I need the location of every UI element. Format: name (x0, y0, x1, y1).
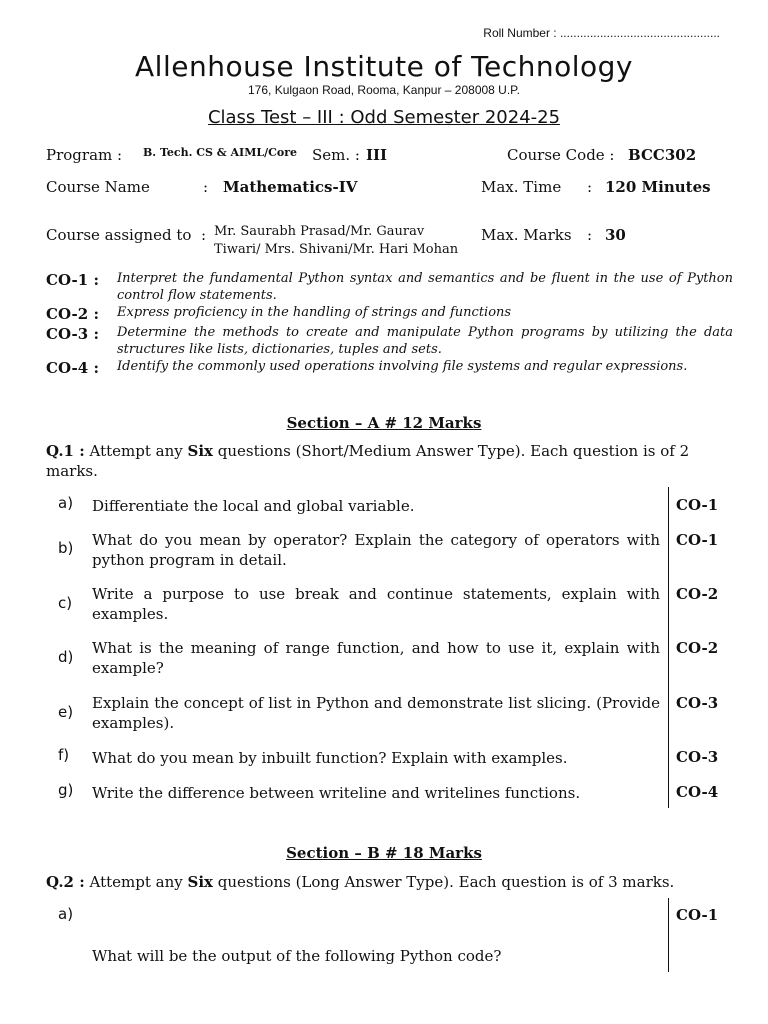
course-name-label: Course Name (46, 178, 150, 196)
test-title: Class Test – III : Odd Semester 2024-25 (207, 107, 561, 128)
q2a-letter: a) (58, 905, 74, 923)
q1b-letter: b) (58, 539, 74, 557)
q1e-text: Explain the concept of list in Python and demonstrate list slicing. (Provide examples). (92, 694, 660, 732)
q2-text-post: questions (Long Answer Type). Each question is of 3 marks. (212, 873, 675, 891)
co-3-code: CO-3 : (46, 325, 99, 343)
q1a-letter: a) (58, 494, 74, 512)
q1c-text: Write a purpose to use break and continue statements, explain with examples. (92, 585, 660, 623)
q1a-text: Differentiate the local and global variable. (92, 497, 415, 515)
assigned-line-2: Tiwari/ Mrs. Shivani/Mr. Hari Mohan (214, 242, 459, 257)
assigned-label: Course assigned to (46, 226, 192, 244)
roll-number-field: Roll Number : ................................................ (483, 26, 720, 40)
section-a-title: Section – A # 12 Marks (286, 414, 482, 432)
co-4-text: Identify the commonly used operations involving file systems and regular expressions. (117, 359, 688, 374)
co-2-text: Express proficiency in the handling of strings and functions (117, 305, 512, 320)
q1c-letter: c) (58, 594, 73, 612)
max-time-colon: : (587, 178, 593, 196)
sem-value: III (366, 146, 388, 164)
q1f-text: What do you mean by inbuilt function? Explain with examples. (92, 749, 568, 767)
q1-text-pre: Attempt any (84, 442, 188, 460)
q2a-co: CO-1 (676, 906, 719, 924)
co-3-text: Determine the methods to create and manipulate Python programs by utilizing the data structures like lists, dictionaries, tuples and sets. (117, 325, 733, 357)
assigned-colon: : (201, 226, 207, 244)
sem-label: Sem. : (312, 146, 360, 164)
q1b-co: CO-1 (676, 531, 719, 549)
assigned-line-1: Mr. Saurabh Prasad/Mr. Gaurav (214, 224, 425, 239)
max-time-label: Max. Time (481, 178, 562, 196)
q1g-letter: g) (58, 781, 74, 799)
q2-label: Q.2 : (46, 873, 85, 891)
q1g-co: CO-4 (676, 783, 719, 801)
course-name-value: Mathematics-IV (223, 178, 358, 196)
q1f-letter: f) (58, 746, 70, 764)
q1e-co: CO-3 (676, 694, 719, 712)
section-a-co-divider (668, 487, 669, 808)
q1-instruction (46, 441, 734, 481)
q1b-text: What do you mean by operator? Explain the category of operators with python program in detail. (92, 531, 660, 569)
q1-six: Six (187, 442, 213, 460)
course-name-colon: : (203, 178, 209, 196)
program-label: Program : (46, 146, 123, 164)
q1d-co: CO-2 (676, 639, 719, 657)
q1e-letter: e) (58, 703, 74, 721)
max-marks-label: Max. Marks (481, 226, 572, 244)
max-time-value: 120 Minutes (605, 178, 711, 196)
max-marks-colon: : (587, 226, 593, 244)
max-marks-value: 30 (605, 226, 626, 244)
section-b-title: Section – B # 18 Marks (286, 844, 482, 862)
co-4-code: CO-4 : (46, 359, 99, 377)
q1c-co: CO-2 (676, 585, 719, 603)
q1d-letter: d) (58, 648, 74, 666)
q1-text-post: questions (Short/Medium Answer Type). Each question is of 2 marks. (46, 442, 690, 480)
q1g-text: Write the difference between writeline and writelines functions. (92, 784, 581, 802)
q1f-co: CO-3 (676, 748, 719, 766)
q2-instruction (46, 872, 734, 892)
course-code-value: BCC302 (628, 146, 697, 164)
q1d-text: What is the meaning of range function, and how to use it, explain with example? (92, 639, 660, 677)
co-2-code: CO-2 : (46, 305, 99, 323)
institute-address: 176, Kulgaon Road, Rooma, Kanpur – 208008 U.P. (248, 83, 520, 97)
co-1-code: CO-1 : (46, 271, 99, 289)
q1-label: Q.1 : (46, 442, 85, 460)
institute-name: Allenhouse Institute of Technology (135, 50, 633, 83)
q2-text-pre: Attempt any (84, 873, 188, 891)
q2-six: Six (187, 873, 213, 891)
co-1-text: Interpret the fundamental Python syntax and semantics and be fluent in the use of Python control flow statements. (117, 271, 733, 303)
q2a-text: What will be the output of the following Python code? (92, 947, 502, 965)
program-value: B. Tech. CS & AIML/Core (143, 146, 298, 159)
q1a-co: CO-1 (676, 496, 719, 514)
course-code-label: Course Code : (507, 146, 615, 164)
section-b-co-divider (668, 898, 669, 972)
